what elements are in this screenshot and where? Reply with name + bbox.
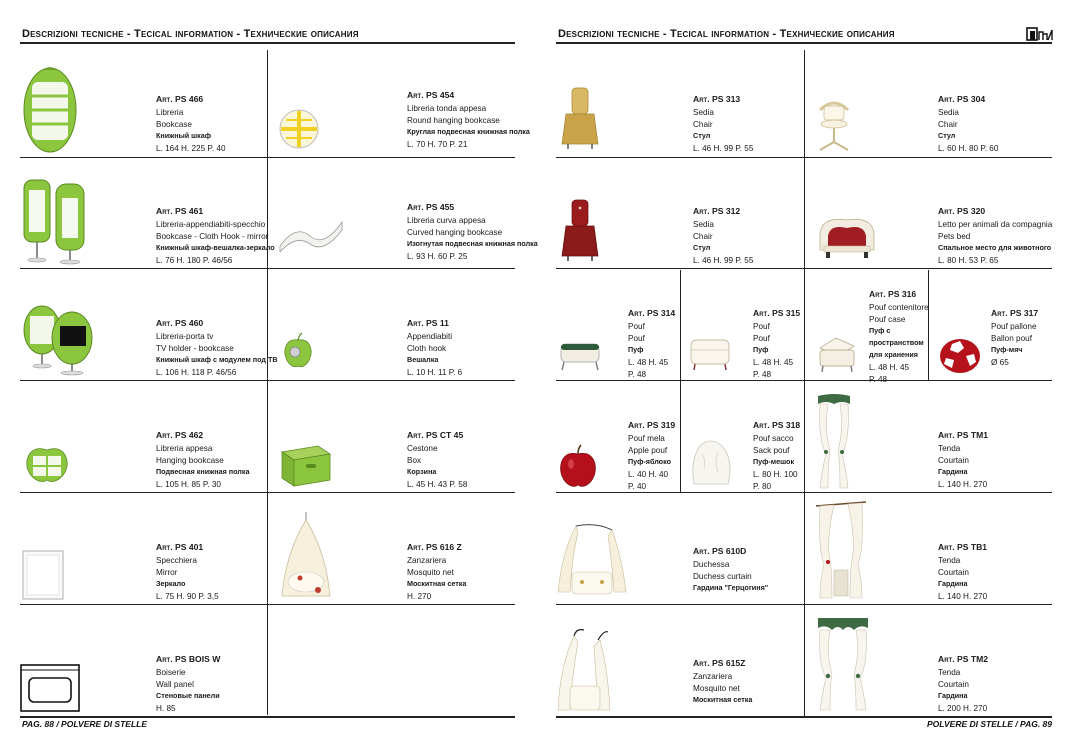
art-label: Art. [156,206,173,216]
column-divider-right [804,50,805,270]
dimensions: L. 140 H. 270 [938,480,988,490]
art-label: Art. [753,420,770,430]
name-en: Bookcase [156,119,192,129]
dimensions-depth: P. 48 [628,369,647,379]
product-info-pstm1 [938,430,988,491]
dimensions: L. 105 H. 85 P. 30 [156,480,221,490]
art-label: Art. [628,420,645,430]
art-code: PS CT 45 [425,430,464,440]
name-it: Pouf sacco [753,433,794,443]
name-en: Chair [693,119,713,129]
dimensions: L. 140 H. 270 [938,592,988,602]
art-label: Art. [938,94,955,104]
name-en: Chair [938,119,958,129]
name-it: Appendiabiti [407,331,453,341]
column-divider-right [804,270,805,716]
hanging-bookcase-image [24,444,70,484]
name-en: Mosquito net [693,683,740,693]
name-ru: Пуф [753,345,769,355]
name-it: Zanzariera [693,671,733,681]
product-info-pstb1 [938,542,987,603]
product-info-ps313 [693,94,753,155]
row-divider [556,604,1052,605]
name-ru: Стул [938,131,956,141]
curtain-tm2-image [814,614,872,712]
art-code: PS 460 [174,318,204,328]
bookcase-mirror-image [22,176,86,266]
art-code: PS 320 [956,206,986,216]
dimensions: L. 60 H. 80 P. 60 [938,144,999,154]
product-info-ps317 [991,308,1038,369]
ball-pouf-image [938,336,982,374]
row-divider [20,492,515,493]
name-en: Mirror [156,567,178,577]
name-ru: Стул [693,131,711,141]
product-info-ps319 [628,420,675,493]
name-ru: Пуф-яблоко [628,457,671,467]
page-header-right: Descrizioni tecniche - Tecical information - Технические описания [558,28,895,40]
product-info-psboisw [156,654,220,715]
art-code: PS 316 [887,289,917,299]
name-it: Cestone [407,443,438,453]
art-label: Art. [407,542,424,552]
name-ru: Книжный шкаф-вешалка-зеркало [156,243,275,253]
column-divider-right [680,270,681,492]
dimensions: H. 85 [156,704,176,714]
product-info-ps610d [693,546,768,594]
product-info-ps462 [156,430,249,491]
product-info-ps616z [407,542,466,603]
name-en: Hanging bookcase [156,455,224,465]
art-label: Art. [156,654,173,664]
mosquito-net-615z-image [556,626,612,712]
name-it: Duchessa [693,559,730,569]
product-info-ps11 [407,318,462,379]
product-info-pstm2 [938,654,988,715]
art-label: Art. [156,318,173,328]
pets-bed-image [816,214,878,260]
name-it: Libreria-porta tv [156,331,214,341]
art-label: Art. [869,289,886,299]
name-ru-2: пространством [869,338,924,348]
name-en: Box [407,455,422,465]
name-it: Letto per animali da compagnia [938,219,1053,229]
art-code: PS 314 [646,308,676,318]
product-info-ps316 [869,289,929,385]
name-en: Ballon pouf [991,333,1032,343]
product-info-ps615z [693,658,752,706]
art-code: PS 616 Z [425,542,462,552]
mirror-image [22,550,64,600]
name-it: Pouf [753,321,770,331]
name-it: Tenda [938,555,961,565]
art-code: PS 461 [174,206,204,216]
art-code: PS 304 [956,94,986,104]
page-footer-right: POLVERE DI STELLE / PAG. 89 [926,719,1052,729]
name-ru: Гардина [938,691,968,701]
name-ru: Гардина "Герцогиня" [693,583,769,593]
page-header-left: Descrizioni tecniche - Tecical information - Технические описания [22,28,359,40]
product-info-ps401 [156,542,219,603]
dimensions: H. 270 [407,592,432,602]
dimensions-depth: P. 48 [753,369,772,379]
name-en: Chair [693,231,713,241]
name-ru: Пуф [628,345,644,355]
column-divider-left [267,50,268,715]
name-ru-3: для хранения [869,349,918,359]
art-code: PS 319 [646,420,676,430]
art-label: Art. [938,206,955,216]
brand-logo-icon [1026,26,1054,42]
dimensions: L. 93 H. 60 P. 25 [407,252,468,262]
dimensions: L. 45 H. 43 P. 58 [407,480,468,490]
dimensions: L. 10 H. 11 P. 6 [407,368,463,378]
name-it: Tenda [938,443,961,453]
tv-holder-image [22,302,94,376]
name-en: Duchess curtain [693,571,752,581]
dimensions: L. 48 H. 45 [869,362,910,372]
art-code: PS 610D [711,546,747,556]
product-info-ps466 [156,94,226,155]
art-label: Art. [753,308,770,318]
name-en: Pouf [628,333,645,343]
red-chair-image [560,198,600,262]
product-info-ps318 [753,420,800,493]
name-it: Zanzariera [407,555,447,565]
art-label: Art. [938,430,955,440]
name-en: TV holder - bookcase [156,343,234,353]
row-divider [20,380,515,381]
name-en: Courtain [938,567,969,577]
art-code: PS 454 [425,90,455,100]
name-en: Bookcase - Cloth Hook - mirror [156,231,269,241]
curtain-tb1-image [814,500,868,600]
name-it: Libreria-appendiabiti-specchio [156,219,266,229]
dimensions: L. 75 H. 90 P. 3,5 [156,592,219,602]
art-code: PS TM2 [956,654,989,664]
header-rule-right [556,42,1052,44]
name-it: Pouf contenitore [869,302,929,312]
art-label: Art. [156,430,173,440]
cloth-hook-image [282,332,314,370]
dimensions-depth: P. 40 [628,481,647,491]
art-code: PS 317 [1009,308,1039,318]
row-divider [20,157,515,158]
art-code: PS 315 [771,308,801,318]
dimensions: L. 70 H. 70 P. 21 [407,140,468,150]
pouf-314-image [558,338,602,372]
art-code: PS BOIS W [174,654,221,664]
name-en: Pets bed [938,231,971,241]
apple-pouf-image [558,444,598,488]
dimensions: L. 48 H. 45 [753,358,794,368]
product-info-ps454 [407,90,530,151]
product-info-ps320 [938,206,1052,267]
art-code: PS 11 [425,318,449,328]
name-ru: Книжный шкаф с модулем под ТВ [156,355,278,365]
art-label: Art. [693,658,710,668]
product-info-ps315 [753,308,800,381]
art-code: PS 312 [711,206,741,216]
name-ru: Москитная сетка [407,579,467,589]
art-label: Art. [938,542,955,552]
name-en: Mosquito net [407,567,454,577]
name-ru: Круглая подвесная книжная полка [407,127,530,137]
product-info-ps455 [407,202,538,263]
art-label: Art. [938,654,955,664]
art-code: PS 401 [174,542,204,552]
name-ru: Зеркало [156,579,186,589]
product-info-psct45 [407,430,467,491]
curved-bookcase-image [278,218,344,252]
name-it: Sedia [938,107,959,117]
dimensions-depth: P. 48 [869,374,888,384]
dimensions: L. 76 H. 180 P. 46/56 [156,256,233,266]
name-en: Pouf [753,333,770,343]
row-divider [556,268,1052,269]
box-image [278,440,332,488]
art-code: PS 455 [425,202,455,212]
row-divider [20,604,515,605]
name-ru: Корзина [407,467,437,477]
name-ru: Гардина [938,467,968,477]
dimensions: L. 46 H. 99 P. 55 [693,256,754,266]
name-en: Wall panel [156,679,194,689]
dimensions: L. 48 H. 45 [628,358,669,368]
footer-rule-left [20,716,515,718]
art-code: PS TB1 [956,542,988,552]
name-en: Courtain [938,679,969,689]
page-footer-left: PAG. 88 / POLVERE DI STELLE [22,719,148,729]
dimensions: L. 106 H. 118 P. 46/56 [156,368,237,378]
name-en: Courtain [938,455,969,465]
footer-rule-right [556,716,1052,718]
dimensions-depth: P. 80 [753,481,772,491]
bookcase-image [22,64,78,156]
round-bookcase-image [278,108,320,150]
name-en: Sack pouf [753,445,790,455]
art-label: Art. [693,546,710,556]
art-label: Art. [156,94,173,104]
product-info-ps461 [156,206,275,267]
dimensions: L. 80 H. 53 P. 65 [938,256,999,266]
art-label: Art. [407,202,424,212]
dimensions: L. 40 H. 40 [628,470,669,480]
name-it: Pouf pallone [991,321,1037,331]
name-ru: Книжный шкаф [156,131,212,141]
dimensions: L. 46 H. 99 P. 55 [693,144,754,154]
wall-panel-image [20,664,80,712]
art-code: PS 462 [174,430,204,440]
dimensions: L. 200 H. 270 [938,704,988,714]
art-label: Art. [991,308,1008,318]
name-it: Libreria [156,107,184,117]
art-label: Art. [693,206,710,216]
row-divider [556,157,1052,158]
art-label: Art. [693,94,710,104]
art-label: Art. [156,542,173,552]
name-ru: Спальное место для животного [938,243,1052,253]
product-info-ps312 [693,206,753,267]
sack-pouf-image [688,436,734,488]
name-ru: Москитная сетка [693,695,753,705]
mosquito-net-image [278,512,334,600]
row-divider [20,268,515,269]
product-info-ps304 [938,94,998,155]
curtain-tm1-image [814,390,854,490]
name-it: Pouf [628,321,645,331]
name-it: Tenda [938,667,961,677]
art-code: PS TM1 [956,430,989,440]
name-it: Sedia [693,107,714,117]
dimensions: L. 164 H. 225 P. 40 [156,144,226,154]
name-it: Sedia [693,219,714,229]
header-rule-left [20,42,515,44]
swivel-chair-image [814,96,854,152]
art-code: PS 318 [771,420,801,430]
name-it: Specchiera [156,555,197,565]
name-ru: Пуф с [869,326,891,336]
pouf-case-image [816,334,858,374]
name-ru: Стеновые панели [156,691,220,701]
dimensions: Ø 65 [991,358,1009,368]
name-ru: Изогнутая подвесная книжная полка [407,239,538,249]
pouf-315-image [688,336,732,372]
gold-chair-image [560,86,600,150]
art-code: PS 313 [711,94,741,104]
product-info-ps314 [628,308,675,381]
name-it: Boiserie [156,667,186,677]
art-label: Art. [407,90,424,100]
name-en: Curved hanging bookcase [407,227,503,237]
name-ru: Подвесная книжная полка [156,467,250,477]
product-info-ps460 [156,318,278,379]
name-en: Cloth hook [407,343,447,353]
name-ru: Гардина [938,579,968,589]
art-label: Art. [407,430,424,440]
name-ru: Вешалка [407,355,439,365]
name-ru: Стул [693,243,711,253]
name-it: Libreria tonda appesa [407,103,487,113]
art-label: Art. [407,318,424,328]
art-label: Art. [628,308,645,318]
dimensions: L. 80 H. 100 [753,470,798,480]
name-en: Apple pouf [628,445,668,455]
name-it: Pouf mela [628,433,665,443]
art-code: PS 615Z [711,658,746,668]
duchess-curtain-image [556,522,628,600]
name-ru: Пуф-мешок [753,457,795,467]
name-en: Round hanging bookcase [407,115,500,125]
name-it: Libreria curva appesa [407,215,486,225]
name-it: Libreria appesa [156,443,213,453]
name-ru: Пуф-мяч [991,345,1023,355]
art-code: PS 466 [174,94,204,104]
name-en: Pouf case [869,314,906,324]
